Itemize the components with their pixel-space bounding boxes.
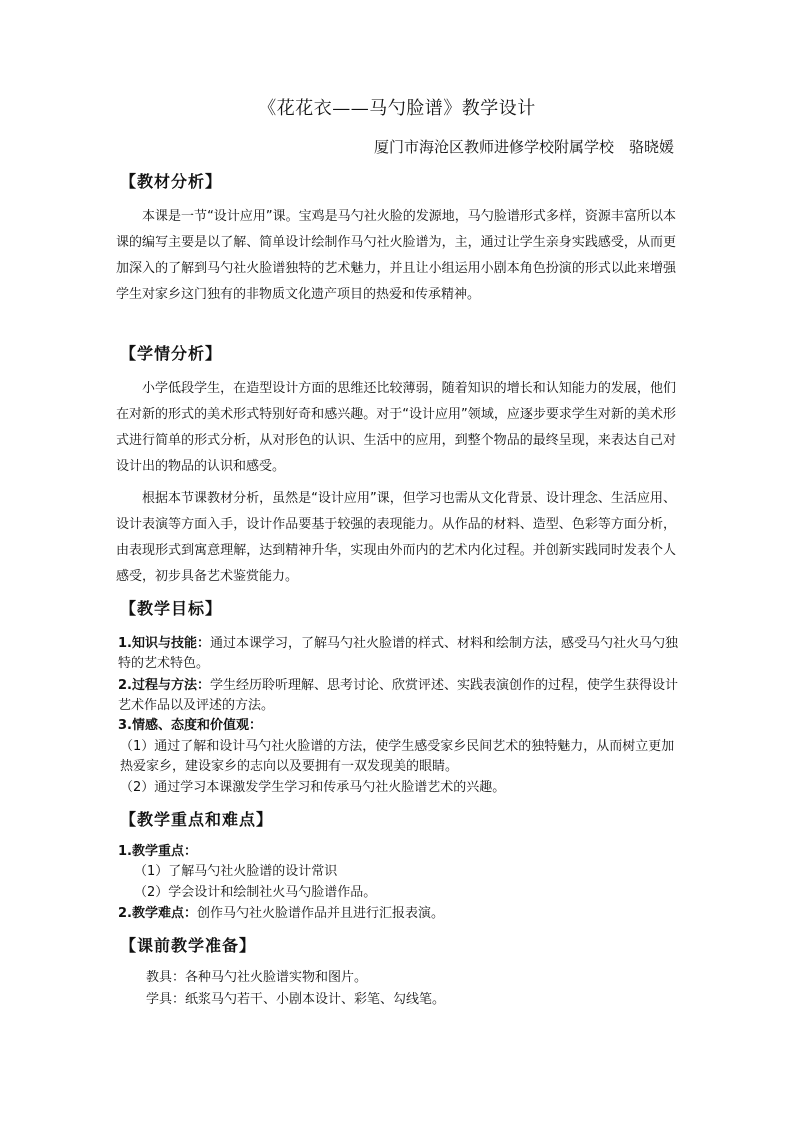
paragraph-student-analysis-1: 小学低段学生，在造型设计方面的思维还比较薄弱，随着知识的增长和认知能力的发展，他们在对新的形式的美术形式特别好奇和感兴趣。对于“设计应用”领域，应逐步要求学生对新的美术形式进行简单的形式分析，从对形色的认识、生活中的应用，到整个物品的最终呈现，来表达自己对设计出的物品的认识和感受。: [116, 381, 676, 474]
key-point-label-text: 1.教学重点：: [118, 844, 197, 859]
goal-item-process-label: 2.过程与方法：: [118, 678, 210, 693]
preparation-learning-aids: 学具：纸浆马勺若干、小剧本设计、彩笔、勾线笔。: [146, 992, 446, 1007]
goal-emotion-sub-1: （1）通过了解和设计马勺社火脸谱的方法，使学生感受家乡民间艺术的独特魅力，从而树立更加热爱家乡，建设家乡的志向以及要拥有一双发现美的眼睛。: [120, 739, 675, 774]
paragraph-textbook-analysis: 本课是一节“设计应用”课。宝鸡是马勺社火脸的发源地，马勺脸谱形式多样，资源丰富所以本课的编写主要是以了解、简单设计绘制作马勺社火脸谱为，主，通过让学生亲身实践感受，从而更加深入的了解到马勺社火脸谱独特的艺术魅力，并且让小组运用小剧本角色扮演的形式以此来增强学生对家乡这门独有的非物质文化遗产项目的热爱和传承精神。: [116, 209, 676, 302]
goal-item-emotion: [118, 716, 678, 736]
heading-preparation: 【课前教学准备】: [120, 936, 257, 955]
difficulty-text: 创作马勺社火脸谱作品并且进行汇报表演。: [196, 906, 444, 921]
author-line: 厦门市海沧区教师进修学校附属学校 骆晓媛: [373, 138, 674, 156]
goal-emotion-sub-2: （2）通过学习本课激发学生学习和传承马勺社火脸谱艺术的兴趣。: [120, 780, 506, 795]
key-point-sub-2: （2）学会设计和绘制社火马勺脸谱作品。: [134, 885, 377, 900]
heading-key-points: 【教学重点和难点】: [120, 810, 274, 829]
goal-item-knowledge-label: 1.知识与技能：: [118, 636, 210, 651]
goal-item-process: [118, 676, 678, 716]
document-title: 《花花衣——马勺脸谱》教学设计: [258, 98, 536, 119]
difficulty-label: 2.教学难点：: [118, 906, 197, 921]
heading-teaching-goals: 【教学目标】: [120, 599, 223, 618]
paragraph-student-analysis-2: 根据本节课教材分析，虽然是“设计应用”课，但学习也需从文化背景、设计理念、生活应用、设计表演等方面入手，设计作品要基于较强的表现能力。从作品的材料、造型、色彩等方面分析，由表现形式到寓意理解，达到精神升华，实现由外而内的艺术内化过程。并创新实践同时发表个人感受，初步具备艺术鉴赏能力。: [116, 491, 676, 584]
key-point-label: [118, 842, 678, 862]
heading-student-analysis: 【学情分析】: [120, 344, 223, 363]
goal-item-process-text: 学生经历聆听理解、思考讨论、欣赏评述、实践表演创作的过程，使学生获得设计艺术作品以及评述的方法。: [118, 678, 678, 713]
goal-item-knowledge-text: 通过本课学习，了解马勺社火脸谱的样式、材料和绘制方法，感受马勺社火马勺独特的艺术特色。: [118, 636, 678, 671]
goal-item-emotion-label: 3.情感、态度和价值观：: [118, 718, 262, 733]
preparation-teaching-aids: 教具：各种马勺社火脸谱实物和图片。: [146, 970, 368, 985]
difficulty-item: [118, 904, 678, 924]
key-point-sub-1: （1）了解马勺社火脸谱的设计常识: [134, 864, 338, 879]
goal-item-knowledge: [118, 634, 678, 674]
heading-textbook-analysis: 【教材分析】: [120, 172, 223, 191]
